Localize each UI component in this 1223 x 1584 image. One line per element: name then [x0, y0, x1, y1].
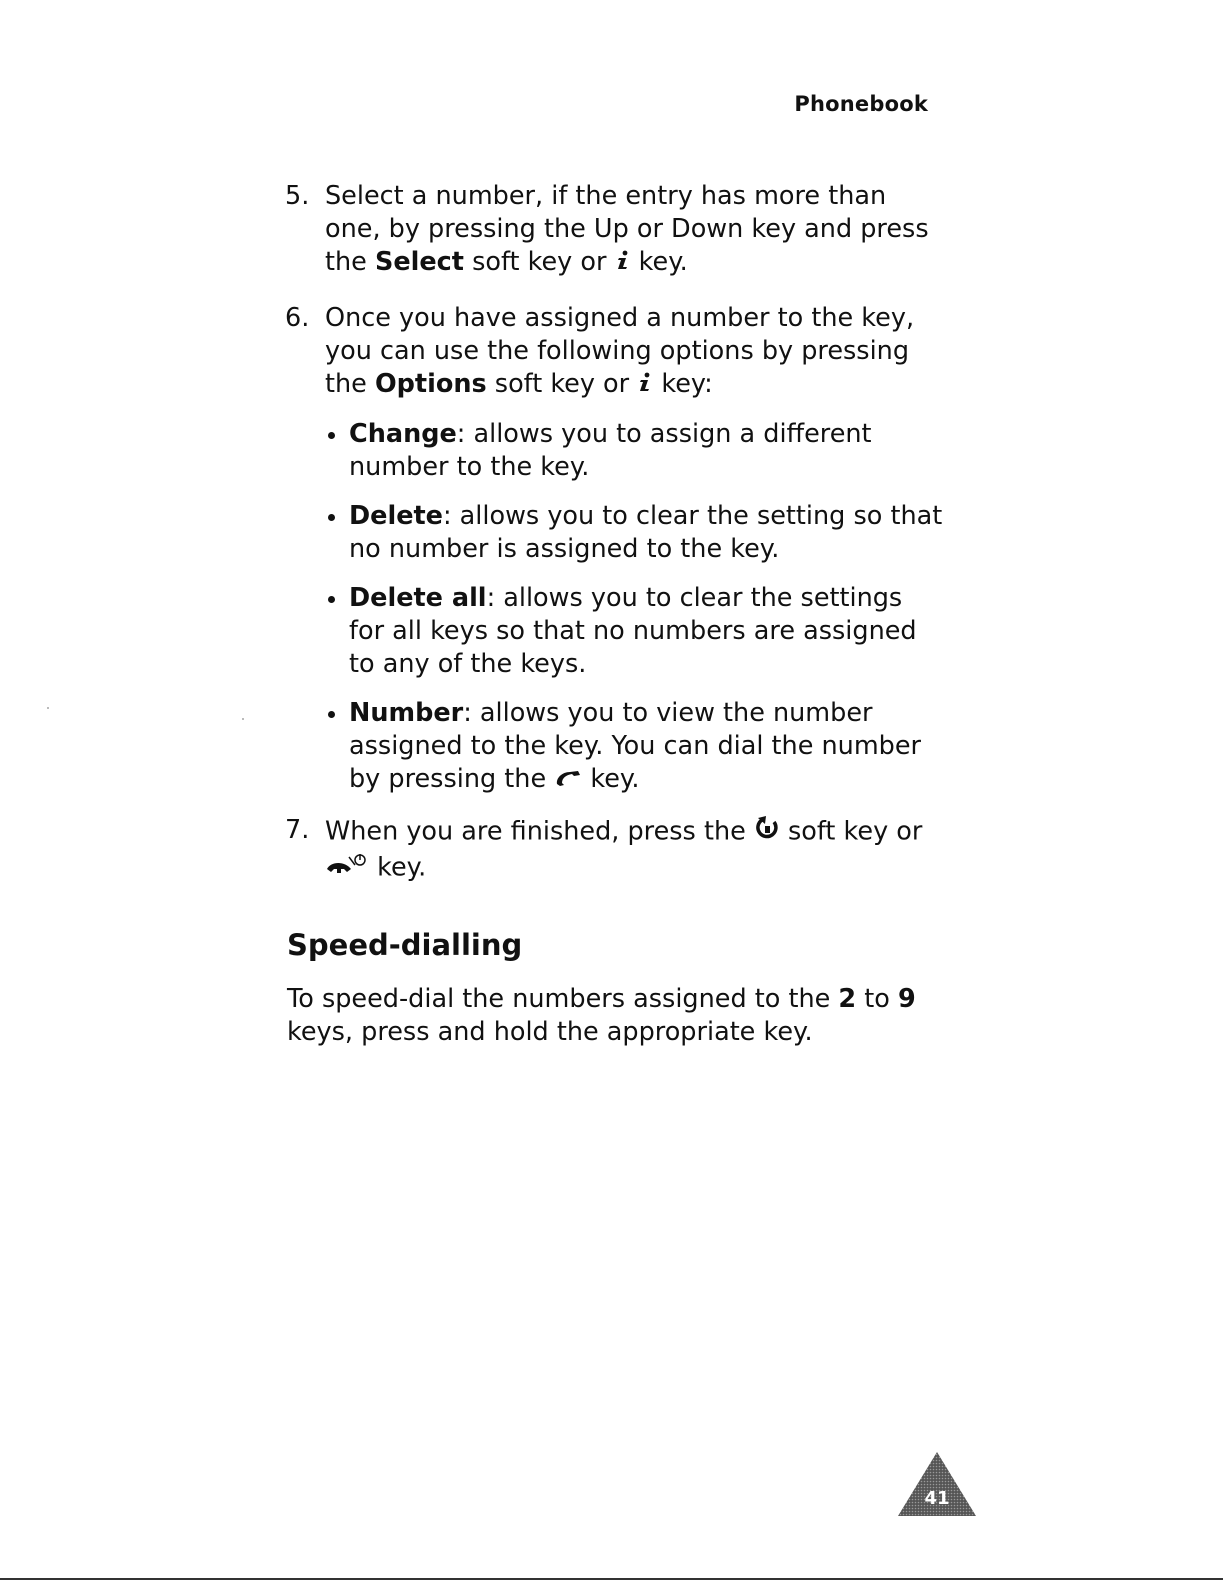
back-soft-key-icon	[754, 814, 780, 851]
speed-dialling-paragraph	[287, 983, 947, 1049]
option-description: : allows you to assign a different number to the key.	[349, 418, 872, 482]
step-7	[285, 814, 945, 886]
paragraph-part: to	[856, 984, 898, 1014]
option-term: Change	[349, 418, 457, 449]
option-description: key.	[582, 763, 640, 794]
page-number-badge	[896, 1450, 978, 1518]
option-description: : allows you to clear the settings for all keys so that no numbers are assigned to any of the keys.	[349, 582, 917, 679]
section-header: Phonebook	[794, 92, 928, 116]
step-6	[285, 302, 945, 812]
step-text	[325, 814, 945, 886]
options-key-label: Options	[374, 369, 487, 399]
list-item-delete-all	[325, 582, 945, 681]
option-term: Number	[349, 697, 464, 728]
step-text	[325, 302, 945, 796]
step-text-part: key.	[630, 247, 688, 277]
paragraph-part: To speed-dial the numbers assigned to the	[287, 984, 839, 1014]
end-power-key-icon	[325, 851, 369, 886]
step-text-part: key:	[653, 369, 713, 399]
key-9-label: 9	[897, 984, 916, 1014]
list-item-number	[325, 697, 945, 797]
option-description: : allows you to view the number assigned to the key. You can dial the number by pressing the	[349, 697, 922, 794]
list-item-delete	[325, 500, 945, 566]
step-text-part: soft key or	[779, 816, 923, 847]
step-text-part: key.	[369, 852, 427, 883]
step-text-part: soft key or	[486, 369, 638, 399]
info-key-icon	[637, 369, 653, 402]
page-number: 41	[924, 1488, 950, 1509]
step-text-part: When you are finished, press the	[325, 816, 754, 847]
step-number: 5.	[285, 181, 310, 211]
scan-speck	[242, 718, 244, 720]
option-description: : allows you to clear the setting so that no number is assigned to the key.	[349, 500, 943, 564]
info-key-icon	[615, 247, 631, 280]
option-term: Delete all	[349, 582, 487, 613]
bottom-edge-rule	[0, 1578, 1223, 1580]
step-number: 6.	[285, 303, 310, 333]
step-text-part: soft key or	[463, 247, 615, 277]
list-item-change	[325, 418, 945, 484]
scan-speck	[47, 707, 49, 709]
step-text	[325, 180, 945, 280]
send-key-icon	[554, 763, 582, 796]
step-text-part: Select a number, if the entry has more than one, by pressing the Up or Down key and press the	[325, 181, 929, 277]
option-term: Delete	[349, 500, 443, 531]
step-number: 7.	[285, 815, 310, 845]
paragraph-part: keys, press and hold the appropriate key.	[287, 1017, 813, 1047]
section-heading: Speed-dialling	[287, 928, 523, 962]
select-key-label: Select	[374, 247, 464, 277]
key-2-label: 2	[838, 984, 857, 1014]
options-list	[325, 418, 945, 797]
step-5	[285, 180, 945, 280]
step-text-part: Once you have assigned a number to the key, you can use the following options by pressing the	[325, 303, 915, 399]
